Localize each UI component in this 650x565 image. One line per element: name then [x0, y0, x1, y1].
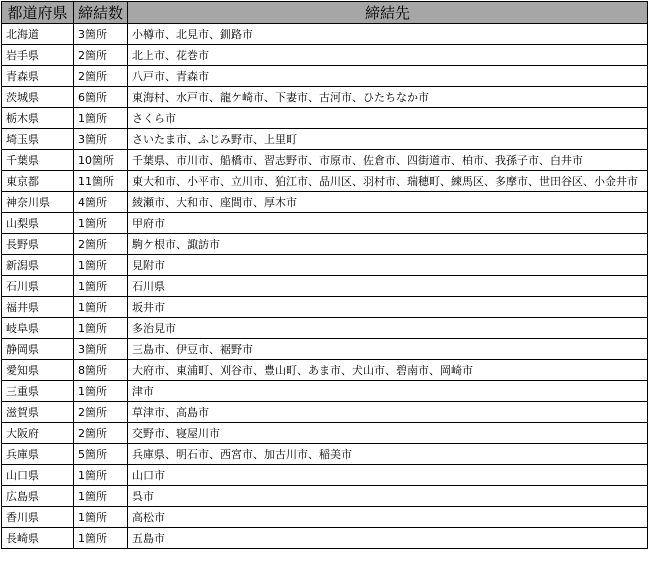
- partners-cell: 五島市: [128, 528, 648, 549]
- partners-cell: 大府市、東浦町、刈谷市、豊山町、あま市、犬山市、碧南市、岡崎市: [128, 360, 648, 381]
- partners-cell: 駒ケ根市、諏訪市: [128, 234, 648, 255]
- table-row: [2, 171, 648, 192]
- partners-cell: 呉市: [128, 486, 648, 507]
- table-row: [2, 528, 648, 549]
- table-row: [2, 66, 648, 87]
- partners-cell: 千葉県、市川市、船橋市、習志野市、市原市、佐倉市、四街道市、柏市、我孫子市、白井市: [128, 150, 648, 171]
- table-row: [2, 276, 648, 297]
- partners-cell: 見附市: [128, 255, 648, 276]
- table-row: [2, 150, 648, 171]
- table-row: [2, 381, 648, 402]
- partners-cell: 兵庫県、明石市、西宮市、加古川市、稲美市: [128, 444, 648, 465]
- prefecture-cell: 長野県: [2, 234, 74, 255]
- count-cell: 5箇所: [74, 444, 128, 465]
- prefecture-cell: 栃木県: [2, 108, 74, 129]
- count-cell: 3箇所: [74, 129, 128, 150]
- table-row: [2, 234, 648, 255]
- count-cell: 1箇所: [74, 528, 128, 549]
- table-row: [2, 318, 648, 339]
- prefecture-cell: 茨城県: [2, 87, 74, 108]
- count-cell: 2箇所: [74, 66, 128, 87]
- partners-cell: 八戸市、青森市: [128, 66, 648, 87]
- prefecture-cell: 埼玉県: [2, 129, 74, 150]
- table-row: [2, 360, 648, 381]
- table-row: [2, 465, 648, 486]
- table-row: [2, 255, 648, 276]
- header-partners: 締結先: [128, 2, 648, 24]
- table-row: [2, 402, 648, 423]
- table-row: [2, 507, 648, 528]
- count-cell: 1箇所: [74, 276, 128, 297]
- prefecture-cell: 新潟県: [2, 255, 74, 276]
- count-cell: 6箇所: [74, 87, 128, 108]
- prefecture-cell: 岩手県: [2, 45, 74, 66]
- prefecture-cell: 滋賀県: [2, 402, 74, 423]
- table-row: [2, 108, 648, 129]
- count-cell: 11箇所: [74, 171, 128, 192]
- count-cell: 8箇所: [74, 360, 128, 381]
- partners-cell: 交野市、寝屋川市: [128, 423, 648, 444]
- partners-cell: 津市: [128, 381, 648, 402]
- count-cell: 3箇所: [74, 339, 128, 360]
- partners-cell: 綾瀬市、大和市、座間市、厚木市: [128, 192, 648, 213]
- prefecture-cell: 山梨県: [2, 213, 74, 234]
- prefecture-cell: 東京都: [2, 171, 74, 192]
- table-row: [2, 444, 648, 465]
- agreement-table: [1, 1, 648, 549]
- partners-cell: 高松市: [128, 507, 648, 528]
- partners-cell: 三島市、伊豆市、裾野市: [128, 339, 648, 360]
- partners-cell: さくら市: [128, 108, 648, 129]
- prefecture-cell: 長崎県: [2, 528, 74, 549]
- prefecture-cell: 愛知県: [2, 360, 74, 381]
- prefecture-cell: 静岡県: [2, 339, 74, 360]
- prefecture-cell: 北海道: [2, 24, 74, 45]
- table-header-row: [2, 2, 648, 24]
- count-cell: 1箇所: [74, 318, 128, 339]
- prefecture-cell: 石川県: [2, 276, 74, 297]
- count-cell: 2箇所: [74, 45, 128, 66]
- table-row: [2, 24, 648, 45]
- prefecture-cell: 山口県: [2, 465, 74, 486]
- table-body: [2, 24, 648, 549]
- table-row: [2, 129, 648, 150]
- agreement-table-container: [1, 1, 648, 549]
- count-cell: 2箇所: [74, 402, 128, 423]
- header-prefecture: 都道府県: [2, 2, 74, 24]
- count-cell: 1箇所: [74, 507, 128, 528]
- partners-cell: 坂井市: [128, 297, 648, 318]
- prefecture-cell: 千葉県: [2, 150, 74, 171]
- partners-cell: 北上市、花巻市: [128, 45, 648, 66]
- table-row: [2, 45, 648, 66]
- table-row: [2, 297, 648, 318]
- prefecture-cell: 三重県: [2, 381, 74, 402]
- partners-cell: 草津市、高島市: [128, 402, 648, 423]
- header-count: 締結数: [74, 2, 128, 24]
- prefecture-cell: 広島県: [2, 486, 74, 507]
- table-row: [2, 213, 648, 234]
- count-cell: 2箇所: [74, 234, 128, 255]
- partners-cell: 小樽市、北見市、釧路市: [128, 24, 648, 45]
- prefecture-cell: 大阪府: [2, 423, 74, 444]
- partners-cell: 東大和市、小平市、立川市、狛江市、品川区、羽村市、瑞穂町、練馬区、多摩市、世田谷区、小金井市: [128, 171, 648, 192]
- table-row: [2, 339, 648, 360]
- prefecture-cell: 青森県: [2, 66, 74, 87]
- partners-cell: 甲府市: [128, 213, 648, 234]
- prefecture-cell: 神奈川県: [2, 192, 74, 213]
- count-cell: 3箇所: [74, 24, 128, 45]
- prefecture-cell: 兵庫県: [2, 444, 74, 465]
- count-cell: 4箇所: [74, 192, 128, 213]
- partners-cell: 山口市: [128, 465, 648, 486]
- table-row: [2, 87, 648, 108]
- count-cell: 2箇所: [74, 423, 128, 444]
- count-cell: 1箇所: [74, 381, 128, 402]
- count-cell: 1箇所: [74, 213, 128, 234]
- count-cell: 1箇所: [74, 297, 128, 318]
- partners-cell: さいたま市、ふじみ野市、上里町: [128, 129, 648, 150]
- count-cell: 1箇所: [74, 255, 128, 276]
- prefecture-cell: 岐阜県: [2, 318, 74, 339]
- count-cell: 10箇所: [74, 150, 128, 171]
- prefecture-cell: 香川県: [2, 507, 74, 528]
- table-row: [2, 423, 648, 444]
- partners-cell: 石川県: [128, 276, 648, 297]
- table-row: [2, 192, 648, 213]
- count-cell: 1箇所: [74, 108, 128, 129]
- prefecture-cell: 福井県: [2, 297, 74, 318]
- partners-cell: 東海村、水戸市、龍ケ崎市、下妻市、古河市、ひたちなか市: [128, 87, 648, 108]
- count-cell: 1箇所: [74, 486, 128, 507]
- table-row: [2, 486, 648, 507]
- partners-cell: 多治見市: [128, 318, 648, 339]
- count-cell: 1箇所: [74, 465, 128, 486]
